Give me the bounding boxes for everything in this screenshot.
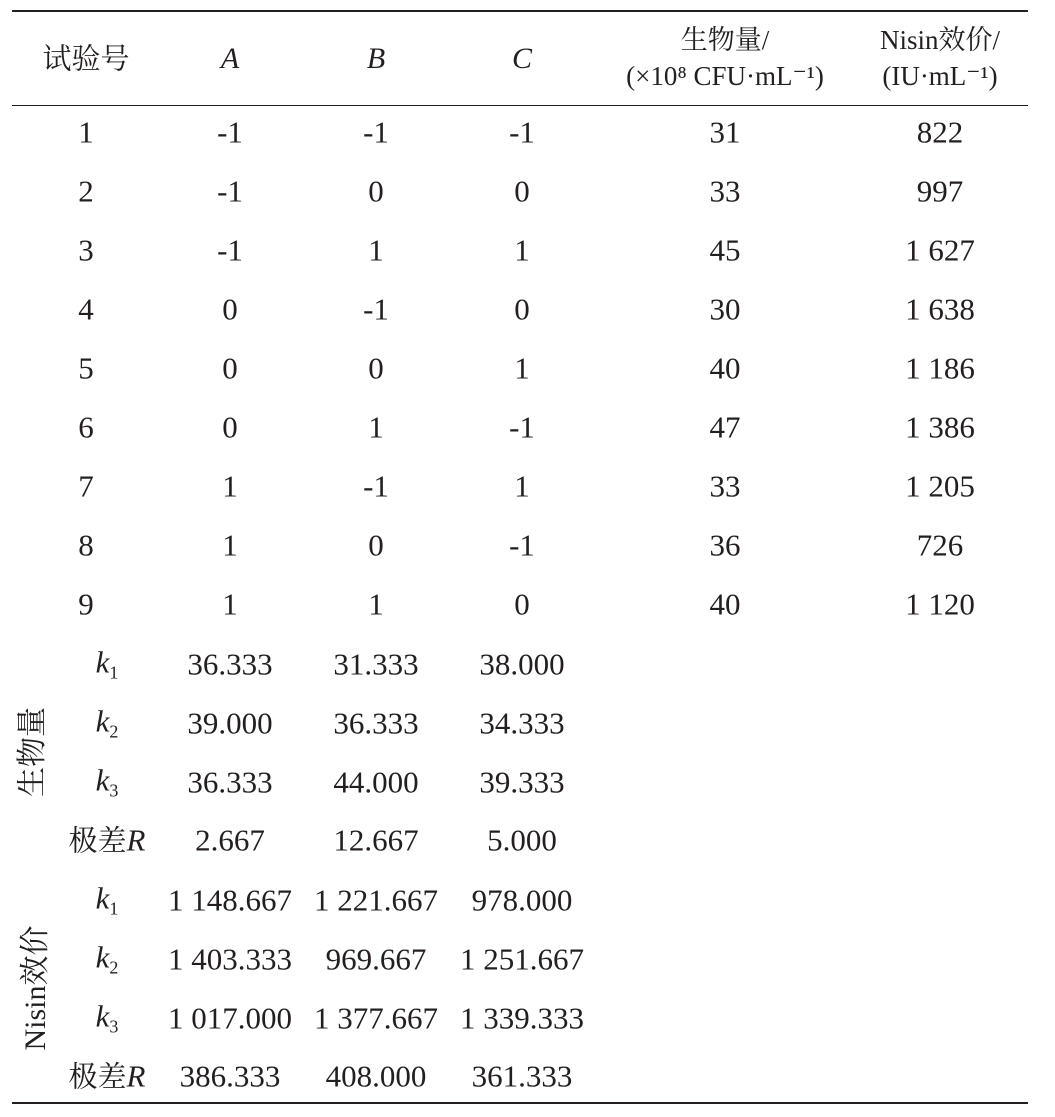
nisin-k1-b: 1 221.667: [314, 882, 438, 918]
factor-c: 0: [514, 291, 530, 327]
biomass-k2-b: 36.333: [333, 705, 419, 741]
k-subscript: 3: [109, 780, 119, 801]
header-c: C: [511, 42, 533, 75]
biomass-k1-c: 38.000: [479, 646, 565, 682]
range-label-r: R: [126, 1058, 146, 1094]
nisin-value: 726: [916, 527, 964, 563]
biomass-value: 45: [709, 232, 741, 268]
biomass-value: 33: [709, 173, 741, 209]
nisin-value: 1 638: [905, 291, 975, 327]
header-biomass-unit: (×10⁸ CFU·mL⁻¹): [626, 61, 824, 91]
nisin-k1-a: 1 148.667: [168, 882, 292, 918]
k-symbol: k: [95, 998, 110, 1034]
factor-c: 1: [514, 468, 530, 504]
nisin-k3-b: 1 377.667: [314, 1000, 438, 1036]
k-symbol: k: [95, 762, 110, 798]
nisin-k2-b: 969.667: [325, 941, 427, 977]
k-subscript: 2: [109, 957, 119, 978]
k-subscript: 2: [109, 721, 119, 742]
factor-c: -1: [509, 114, 535, 150]
nisin-range-a: 386.333: [179, 1058, 281, 1094]
biomass-k2-a: 39.000: [187, 705, 273, 741]
biomass-range-c: 5.000: [487, 822, 557, 858]
trial-no: 5: [78, 350, 94, 386]
header-biomass: [626, 22, 824, 94]
header-nisin: [880, 22, 1000, 94]
factor-a: -1: [217, 173, 243, 209]
biomass-k2-c: 34.333: [479, 705, 565, 741]
factor-b: -1: [363, 291, 389, 327]
biomass-value: 31: [709, 114, 741, 150]
factor-a: -1: [217, 232, 243, 268]
k-subscript: 3: [109, 1016, 119, 1037]
trial-no: 2: [78, 173, 94, 209]
biomass-range-a: 2.667: [195, 822, 265, 858]
factor-a: 1: [222, 468, 238, 504]
nisin-value: 1 205: [905, 468, 975, 504]
biomass-group-label: 生物量: [15, 707, 50, 797]
k-symbol: k: [95, 703, 110, 739]
nisin-range-b: 408.000: [325, 1058, 427, 1094]
factor-b: -1: [363, 468, 389, 504]
range-label-zh: 极差: [68, 823, 127, 858]
table-header-rule: [12, 105, 1028, 106]
header-nisin-title: Nisin效价/: [879, 25, 1001, 55]
biomass-k1-b: 31.333: [333, 646, 419, 682]
factor-b: 1: [368, 409, 384, 445]
header-trial: 试验号: [42, 41, 130, 76]
k-subscript: 1: [109, 662, 119, 683]
k1-label: [95, 880, 119, 919]
header-nisin-unit: (IU·mL⁻¹): [882, 61, 998, 91]
k-symbol: k: [95, 939, 110, 975]
biomass-range-b: 12.667: [333, 822, 419, 858]
factor-b: 1: [368, 232, 384, 268]
biomass-value: 36: [709, 527, 741, 563]
trial-no: 8: [78, 527, 94, 563]
trial-no: 3: [78, 232, 94, 268]
nisin-k3-c: 1 339.333: [460, 1000, 584, 1036]
factor-b: 0: [368, 527, 384, 563]
range-label-zh: 极差: [68, 1059, 127, 1094]
trial-no: 7: [78, 468, 94, 504]
nisin-value: 1 120: [905, 586, 975, 622]
range-label-r: R: [126, 822, 146, 858]
nisin-value: 1 627: [905, 232, 975, 268]
nisin-range-c: 361.333: [471, 1058, 573, 1094]
factor-b: 0: [368, 350, 384, 386]
trial-no: 4: [78, 291, 94, 327]
factor-a: 0: [222, 409, 238, 445]
nisin-value: 822: [916, 114, 964, 150]
factor-b: -1: [363, 114, 389, 150]
factor-a: -1: [217, 114, 243, 150]
k2-label: [95, 703, 119, 742]
biomass-k3-b: 44.000: [333, 764, 419, 800]
factor-a: 1: [222, 586, 238, 622]
nisin-group-label: Nisin效价: [19, 925, 52, 1051]
factor-b: 1: [368, 586, 384, 622]
header-a: A: [220, 42, 240, 75]
k3-label: [95, 998, 119, 1037]
factor-a: 1: [222, 527, 238, 563]
nisin-k2-a: 1 403.333: [168, 941, 292, 977]
nisin-value: 997: [916, 173, 964, 209]
biomass-value: 40: [709, 350, 741, 386]
factor-c: 1: [514, 350, 530, 386]
biomass-value: 33: [709, 468, 741, 504]
k2-label: [95, 939, 119, 978]
biomass-k3-a: 36.333: [187, 764, 273, 800]
nisin-k3-a: 1 017.000: [168, 1000, 292, 1036]
nisin-k1-c: 978.000: [471, 882, 573, 918]
biomass-k1-a: 36.333: [187, 646, 273, 682]
factor-c: -1: [509, 409, 535, 445]
range-label: [68, 822, 146, 858]
trial-no: 6: [78, 409, 94, 445]
k-symbol: k: [95, 880, 110, 916]
table-top-rule: [12, 10, 1028, 12]
biomass-k3-c: 39.333: [479, 764, 565, 800]
biomass-value: 30: [709, 291, 741, 327]
header-biomass-title: 生物量/: [680, 25, 770, 55]
range-label: [68, 1058, 146, 1094]
nisin-value: 1 386: [905, 409, 975, 445]
biomass-value: 47: [709, 409, 741, 445]
table-bottom-rule: [12, 1102, 1028, 1104]
factor-c: 0: [514, 586, 530, 622]
factor-a: 0: [222, 291, 238, 327]
factor-b: 0: [368, 173, 384, 209]
k3-label: [95, 762, 119, 801]
trial-no: 9: [78, 586, 94, 622]
k1-label: [95, 644, 119, 683]
biomass-value: 40: [709, 586, 741, 622]
factor-c: -1: [509, 527, 535, 563]
nisin-value: 1 186: [905, 350, 975, 386]
trial-no: 1: [78, 114, 94, 150]
header-b: B: [366, 42, 386, 75]
factor-c: 1: [514, 232, 530, 268]
k-symbol: k: [95, 644, 110, 680]
nisin-k2-c: 1 251.667: [460, 941, 584, 977]
factor-c: 0: [514, 173, 530, 209]
k-subscript: 1: [109, 898, 119, 919]
factor-a: 0: [222, 350, 238, 386]
